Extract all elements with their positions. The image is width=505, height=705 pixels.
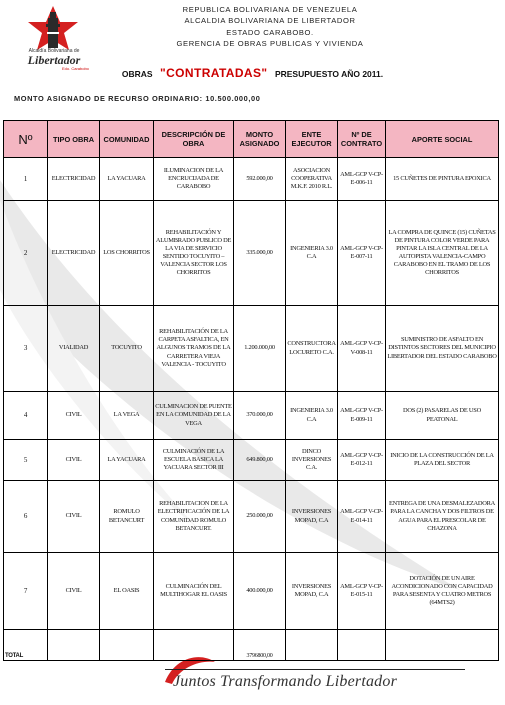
cell-aporte: DOS (2) PASARELAS DE USO PEATONAL	[386, 392, 499, 440]
cell-comunidad: ROMULO BETANCURT	[100, 481, 154, 553]
cell-contrato: AML-GCP V-CP-E-009-11	[338, 392, 386, 440]
cell-descripcion: REHABILITACION DE LA ELECTRIFICACIÓN DE LA COMUNIDAD ROMULO BETANCURT.	[154, 481, 234, 553]
cell-descripcion: CULMINACIÓN DE LA ESCUELA BASICA LA YACUARA SECTOR III	[154, 440, 234, 481]
cell-tipo: CIVIL	[48, 440, 100, 481]
cell-descripcion: CULMINACION DE PUENTE EN LA COMUNIDAD DE LA VEGA	[154, 392, 234, 440]
cell-descripcion: REHABILITACIÓN DE LA CARPETA ASFALTICA, EN ALGUNOS TRAMOS DE LA CARRETERA VIEJA VALENCIA - TOCUYITO	[154, 306, 234, 392]
header-contrato: Nº DE CONTRATO	[338, 121, 386, 158]
cell-number: 3	[4, 306, 48, 392]
cell-comunidad: LA YACUARA	[100, 158, 154, 201]
footer-slogan: Juntos Transformando Libertador	[173, 673, 398, 690]
logo-tag: Edo. Carabobo	[62, 66, 89, 71]
title-highlight: "CONTRATADAS"	[160, 66, 268, 80]
total-label: TOTAL	[4, 630, 48, 661]
total-empty-cell	[338, 630, 386, 661]
title-prefix: OBRAS	[121, 69, 153, 79]
total-empty-cell	[386, 630, 499, 661]
cell-number: 1	[4, 158, 48, 201]
cell-aporte: DOTACIÓN DE UN AIRE ACONDICIONADO CON CAPACIDAD PARA SESENTA Y CUATRO METROS (64MTS2)	[386, 553, 499, 630]
header-monto: MONTO ASIGNADO	[234, 121, 286, 158]
cell-contrato: AML-GCP V-CP-E-006-11	[338, 158, 386, 201]
cell-monto: 400.000,00	[234, 553, 286, 630]
institution-header	[150, 4, 390, 49]
cell-aporte: ENTREGA DE UNA DESMALEZADORA PARA LA CANCHA Y DOS FILTROS DE AGUA PARA EL PRESCOLAR DE CHAZONA	[386, 481, 499, 553]
header-number: Nº	[4, 121, 48, 158]
cell-comunidad: EL OASIS	[100, 553, 154, 630]
cell-descripcion: CULMINACIÓN DEL MULTIHOGAR EL OASIS	[154, 553, 234, 630]
header-aporte: APORTE SOCIAL	[386, 121, 499, 158]
cell-descripcion: ILUMINACION DE LA ENCRUCIJADA DE CARABOBO	[154, 158, 234, 201]
cell-contrato: AML-GCP V-CP-V-008-11	[338, 306, 386, 392]
header-comunidad: COMUNIDAD	[100, 121, 154, 158]
cell-contrato: AML-GCP V-CP-E-015-11	[338, 553, 386, 630]
cell-contrato: AML-GCP V-CP-E-012-11	[338, 440, 386, 481]
total-value: 3796800,00	[234, 630, 286, 661]
cell-tipo: CIVIL	[48, 392, 100, 440]
cell-monto: 1.200.000,00	[234, 306, 286, 392]
cell-ente: ASOCIACION COOPERATIVA M.K.F. 2010 R.L.	[286, 158, 338, 201]
cell-aporte: INICIO DE LA CONSTRUCCIÓN DE LA PLAZA DEL SECTOR	[386, 440, 499, 481]
table-header-row	[4, 121, 499, 158]
total-empty-cell	[100, 630, 154, 661]
logo-small-text: Alcaldía Bolivariana de	[28, 48, 80, 54]
header-descripcion: DESCRIPCIÓN DE OBRA	[154, 121, 234, 158]
logo-wordmark: Libertador	[27, 53, 81, 67]
cell-comunidad: TOCUYITO	[100, 306, 154, 392]
document-title	[0, 64, 505, 82]
cell-ente: CONSTRUCTORA LOCURETO C.A.	[286, 306, 338, 392]
cell-monto: 592.000,00	[234, 158, 286, 201]
cell-monto: 335.000,00	[234, 201, 286, 306]
cell-comunidad: LA YACUARA	[100, 440, 154, 481]
cell-number: 7	[4, 553, 48, 630]
cell-descripcion: REHABILITACIÓN Y ALUMBRADO PUBLICO DE LA VIA DE SERVICIO SENTIDO TOCUYITO – VALENCIA SECTOR LOS CHORRITOS	[154, 201, 234, 306]
table-row	[4, 201, 499, 306]
table-row	[4, 553, 499, 630]
cell-contrato: AML-GCP V-CP-E-014-11	[338, 481, 386, 553]
cell-ente: INGENIERIA 3.0 C.A	[286, 201, 338, 306]
cell-monto: 649.800,00	[234, 440, 286, 481]
cell-contrato: AML-GCP V-CP-E-007-11	[338, 201, 386, 306]
total-empty-cell	[48, 630, 100, 661]
cell-tipo: ELECTRICIDAD	[48, 158, 100, 201]
cell-aporte: SUMINISTRO DE ASFALTO EN DISTINTOS SECTORES DEL MUNICIPIO LIBERTADOR DEL ESTADO CARABOBO	[386, 306, 499, 392]
contracts-table	[3, 120, 499, 661]
total-empty-cell	[154, 630, 234, 661]
footer-divider	[165, 669, 465, 670]
total-empty-cell	[286, 630, 338, 661]
cell-number: 2	[4, 201, 48, 306]
header-tipo-obra: TIPO OBRA	[48, 121, 100, 158]
cell-tipo: CIVIL	[48, 553, 100, 630]
cell-tipo: ELECTRICIDAD	[48, 201, 100, 306]
table-row	[4, 306, 499, 392]
header-line: REPUBLICA BOLIVARIANA DE VENEZUELA	[182, 5, 358, 14]
header-line: ESTADO CARABOBO.	[226, 27, 314, 37]
cell-aporte: 15 CUÑETES DE PINTURA EPOXICA	[386, 158, 499, 201]
cell-ente: INVERSIONES MOPAD, C.A	[286, 553, 338, 630]
cell-number: 6	[4, 481, 48, 553]
table-row	[4, 440, 499, 481]
table-row	[4, 158, 499, 201]
title-suffix: PRESUPUESTO AÑO 2011.	[274, 69, 384, 79]
cell-ente: INVERSIONES MOPAD, C.A	[286, 481, 338, 553]
cell-comunidad: LA VEGA	[100, 392, 154, 440]
cell-aporte: LA COMPRA DE QUINCE (15) CUÑETAS DE PINTURA COLOR VERDE PARA PINTAR LA ISLA CENTRAL DE LA AUTOPISTA VALENCIA-CAMPO CARABOBO EN EL TRAMO DE LOS CHORRITOS	[386, 201, 499, 306]
header-line: GERENCIA DE OBRAS PUBLICAS Y VIVIENDA	[176, 38, 364, 48]
cell-monto: 370.000,00	[234, 392, 286, 440]
cell-tipo: CIVIL	[48, 481, 100, 553]
cell-ente: DINCO INVERSIONES C.A.	[286, 440, 338, 481]
header-line: ALCALDIA BOLIVARIANA DE LIBERTADOR	[184, 16, 356, 26]
cell-number: 5	[4, 440, 48, 481]
table-total-row	[4, 630, 499, 661]
cell-tipo: VIALIDAD	[48, 306, 100, 392]
header-ente: ENTE EJECUTOR	[286, 121, 338, 158]
table-row	[4, 392, 499, 440]
cell-ente: INGENIERIA 3.0 C.A	[286, 392, 338, 440]
table-row	[4, 481, 499, 553]
cell-comunidad: LOS CHORRITOS	[100, 201, 154, 306]
assigned-amount-line: MONTO ASIGNADO DE RECURSO ORDINARIO: 10.500.000,00	[14, 94, 261, 103]
cell-monto: 250.000,00	[234, 481, 286, 553]
cell-number: 4	[4, 392, 48, 440]
